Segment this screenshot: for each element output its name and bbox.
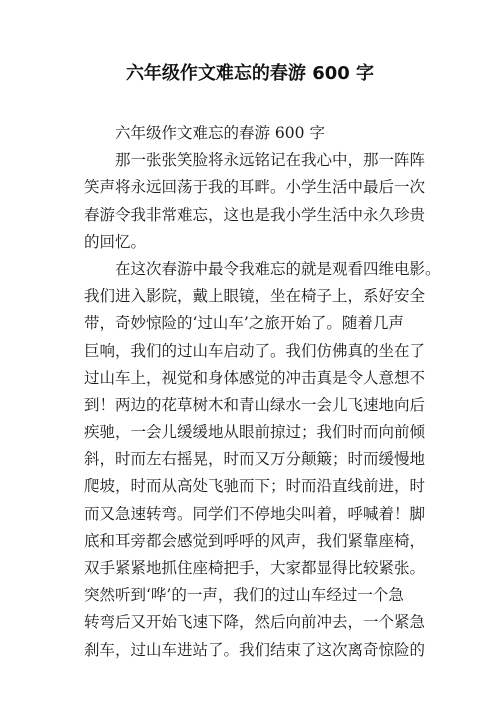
text-line: 底和耳旁都会感觉到呼呼的风声，我们紧靠座椅， (84, 531, 426, 550)
text-line: 带，奇妙惊险的‘过山车’之旅开始了。随着几声 (84, 314, 404, 333)
text-line: 到！两边的花草树木和青山绿水一会儿飞速地向后 (84, 395, 426, 414)
document-title: 六年级作文难忘的春游 600 字 (125, 63, 375, 84)
text-line: 过山车上，视觉和身体感觉的冲击真是令人意想不 (84, 368, 426, 387)
text-line: 的回忆。 (84, 232, 147, 251)
text-line: 在这次春游中最令我难忘的就是观看四维电影。 (115, 259, 441, 278)
text-line: 疾驰，一会儿缓缓地从眼前掠过；我们时而向前倾 (84, 423, 426, 442)
text-line: 那一张张笑脸将永远铭记在我心中，那一阵阵 (115, 151, 426, 170)
text-line: 我们进入影院，戴上眼镜，坐在椅子上，系好安全 (84, 287, 426, 306)
text-line: 春游令我非常难忘，这也是我小学生活中永久珍贵 (84, 205, 426, 224)
text-line: 突然听到‘哗’的一声，我们的过山车经过一个急 (84, 586, 404, 605)
text-line: 双手紧紧地抓住座椅把手，大家都显得比较紧张。 (84, 559, 426, 577)
text-line: 巨响，我们的过山车启动了。我们仿佛真的坐在了 (84, 341, 426, 360)
text-line: 刹车，过山车进站了。我们结束了这次离奇惊险的 (84, 640, 426, 659)
document-body (84, 120, 442, 664)
text-line: 转弯后又开始飞速下降，然后向前冲去，一个紧急 (84, 613, 426, 632)
text-line: 爬坡，时而从高处飞驰而下；时而沿直线前进，时 (84, 477, 426, 496)
text-line: 斜，时而左右摇晃，时而又万分颠簸；时而缓慢地 (84, 450, 426, 469)
text-line: 笑声将永远回荡于我的耳畔。小学生活中最后一次 (84, 178, 426, 197)
text-line: 而又急速转弯。同学们不停地尖叫着，呼喊着！脚 (84, 504, 426, 523)
text-line: 六年级作文难忘的春游 600 字 (115, 124, 325, 142)
